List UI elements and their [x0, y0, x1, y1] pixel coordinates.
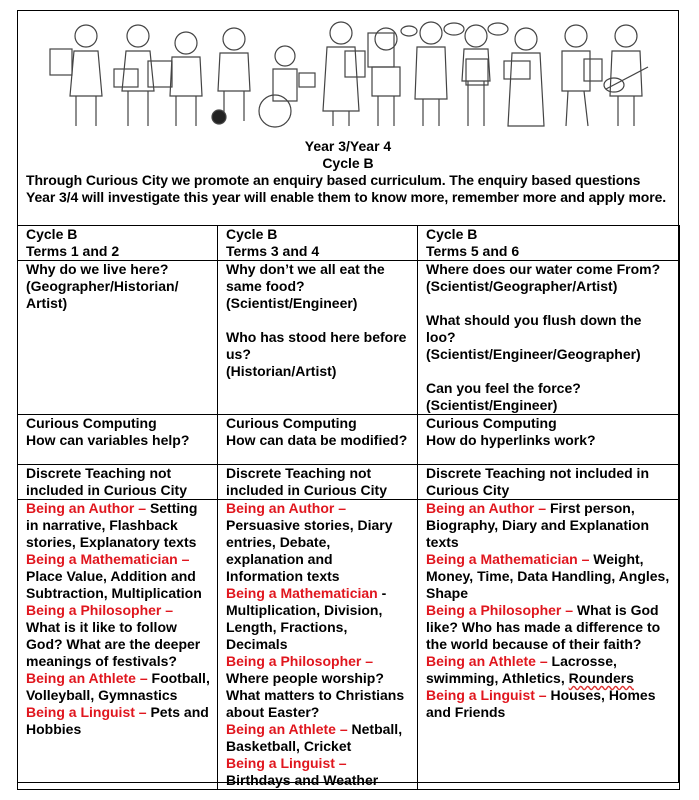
subject-entry	[426, 687, 673, 721]
subject-text: Pets and Hobbies	[26, 704, 209, 737]
subject-label: Being an Author –	[226, 500, 347, 516]
cycle-label: Cycle B	[426, 226, 478, 242]
subject-label: Being a Mathematician –	[26, 551, 190, 567]
terms-label: Terms 3 and 4	[226, 243, 320, 259]
subject-label: Being an Author –	[26, 500, 147, 516]
subjects-row	[18, 500, 680, 790]
enquiry-question: Who has stood here before us?	[226, 329, 407, 362]
subject-label: Being a Philosopher –	[26, 602, 174, 618]
computing-cell	[18, 415, 218, 465]
computing-title: Curious Computing	[26, 415, 157, 431]
subject-entry	[226, 653, 411, 721]
subject-entry	[226, 585, 411, 653]
subjects-cell	[218, 500, 418, 790]
enquiry-question: Why don’t we all eat the same food?	[226, 261, 385, 294]
subject-text: Where people worship? What matters to Christians about Easter?	[226, 670, 405, 720]
computing-title: Curious Computing	[226, 415, 357, 431]
subject-entry	[226, 500, 411, 585]
subject-entry	[26, 551, 211, 602]
subject-text: Houses, Homes and Friends	[426, 687, 656, 720]
intro-paragraph: Through Curious City we promote an enquiry based curriculum. The enquiry based questions Year 3/4 will investigate this year will enable them to know more, remember more and apply more.	[26, 172, 667, 205]
child-figure	[604, 25, 648, 126]
subject-entry	[26, 602, 211, 670]
subject-text: First person, Biography, Diary and Explanation texts	[426, 500, 650, 550]
subject-entry	[226, 721, 411, 755]
discrete-teaching-cell: Discrete Teaching not included in Curious City	[418, 465, 680, 500]
subject-label: Being an Athlete –	[226, 721, 348, 737]
subject-text: Birthdays and Weather	[226, 772, 379, 788]
computing-question: How do hyperlinks work?	[426, 432, 596, 448]
curriculum-document	[17, 10, 679, 788]
enquiry-roles: (Geographer/Historian/ Artist)	[26, 278, 179, 311]
column-header	[18, 226, 218, 261]
subject-label: Being an Athlete –	[426, 653, 548, 669]
enquiry-cell	[218, 261, 418, 415]
discrete-teaching-cell: Discrete Teaching not included in Curious City	[218, 465, 418, 500]
subject-label: Being an Athlete –	[26, 670, 148, 686]
subject-entry	[26, 704, 211, 738]
child-figure	[504, 28, 544, 126]
terms-label: Terms 5 and 6	[426, 243, 520, 259]
enquiry-question: What should you flush down the loo?	[426, 312, 642, 345]
subject-label: Being a Linguist –	[226, 755, 347, 771]
subject-entry	[426, 551, 673, 602]
computing-question: How can data be modified?	[226, 432, 408, 448]
subject-text: What is it like to follow God? What are the deeper meanings of festivals?	[26, 619, 201, 669]
subject-entry	[426, 500, 673, 551]
subject-entry	[426, 653, 673, 687]
subjects-cell	[418, 500, 680, 790]
subject-text: What is God like? Who has made a difference to the world because of their faith?	[426, 602, 661, 652]
column-header	[218, 226, 418, 261]
computing-question: How can variables help?	[26, 432, 190, 448]
enquiry-cell	[418, 261, 680, 415]
subject-text: Setting in narrative, Flashback stories, Explanatory texts	[26, 500, 198, 550]
subject-label: Being an Author –	[426, 500, 547, 516]
child-figure	[259, 46, 315, 127]
enquiry-question: Why do we live here?	[26, 261, 169, 277]
child-figure	[50, 25, 102, 126]
child-figure	[401, 22, 447, 126]
discrete-teaching-row	[18, 465, 680, 500]
subject-text: Netball, Basketball, Cricket	[226, 721, 403, 754]
subject-text: Football, Volleyball, Gymnastics	[26, 670, 210, 703]
subject-text: Persuasive stories, Diary entries, Debate, explanation and Information texts	[226, 517, 393, 584]
document-heading	[18, 138, 678, 206]
computing-cell	[418, 415, 680, 465]
subject-text: Weight, Money, Time, Data Handling, Angles, Shape	[426, 551, 670, 601]
terms-header-row	[18, 226, 680, 261]
column-header	[418, 226, 680, 261]
subject-label: Being a Linguist –	[26, 704, 147, 720]
subject-label: Being a Mathematician	[226, 585, 378, 601]
terms-label: Terms 1 and 2	[26, 243, 120, 259]
discrete-teaching-cell: Discrete Teaching not included in Curious City	[18, 465, 218, 500]
curriculum-table	[17, 225, 680, 790]
children-illustration-drawing	[18, 11, 678, 136]
cycle-label: Cycle B	[226, 226, 278, 242]
child-figure	[148, 32, 202, 126]
child-figure	[444, 23, 508, 126]
child-figure	[368, 28, 400, 126]
subject-text: Place Value, Addition and Subtraction, Multiplication	[26, 568, 202, 601]
subject-entry	[426, 602, 673, 653]
subject-label: Being a Philosopher –	[226, 653, 374, 669]
subject-label: Being a Linguist –	[426, 687, 547, 703]
spellcheck-underlined-word: Rounders	[568, 670, 634, 686]
subject-entry	[26, 500, 211, 551]
child-figure	[323, 22, 365, 126]
computing-row	[18, 415, 680, 465]
subject-entry	[226, 755, 411, 789]
children-illustration	[18, 11, 678, 136]
year-title: Year 3/Year 4	[304, 138, 392, 154]
subject-label: Being a Philosopher –	[426, 602, 574, 618]
child-figure	[212, 28, 250, 124]
cycle-title: Cycle B	[322, 155, 374, 171]
enquiry-questions-row	[18, 261, 680, 415]
subject-text: - Multiplication, Division, Length, Fractions, Decimals	[226, 585, 387, 652]
computing-cell	[218, 415, 418, 465]
enquiry-roles: (Scientist/Geographer/Artist)	[426, 278, 618, 294]
enquiry-roles: (Scientist/Engineer/Geographer)	[426, 346, 641, 362]
computing-title: Curious Computing	[426, 415, 557, 431]
subject-text: Lacrosse, swimming, Athletics,	[426, 653, 617, 686]
enquiry-roles: (Historian/Artist)	[226, 363, 337, 379]
child-figure	[562, 25, 602, 126]
subjects-cell	[18, 500, 218, 790]
cycle-label: Cycle B	[26, 226, 78, 242]
enquiry-cell	[18, 261, 218, 415]
subject-label: Being a Mathematician –	[426, 551, 590, 567]
enquiry-roles: (Scientist/Engineer)	[426, 397, 558, 413]
enquiry-question: Where does our water come From?	[426, 261, 661, 277]
enquiry-question: Can you feel the force?	[426, 380, 581, 396]
subject-entry	[26, 670, 211, 704]
enquiry-roles: (Scientist/Engineer)	[226, 295, 358, 311]
